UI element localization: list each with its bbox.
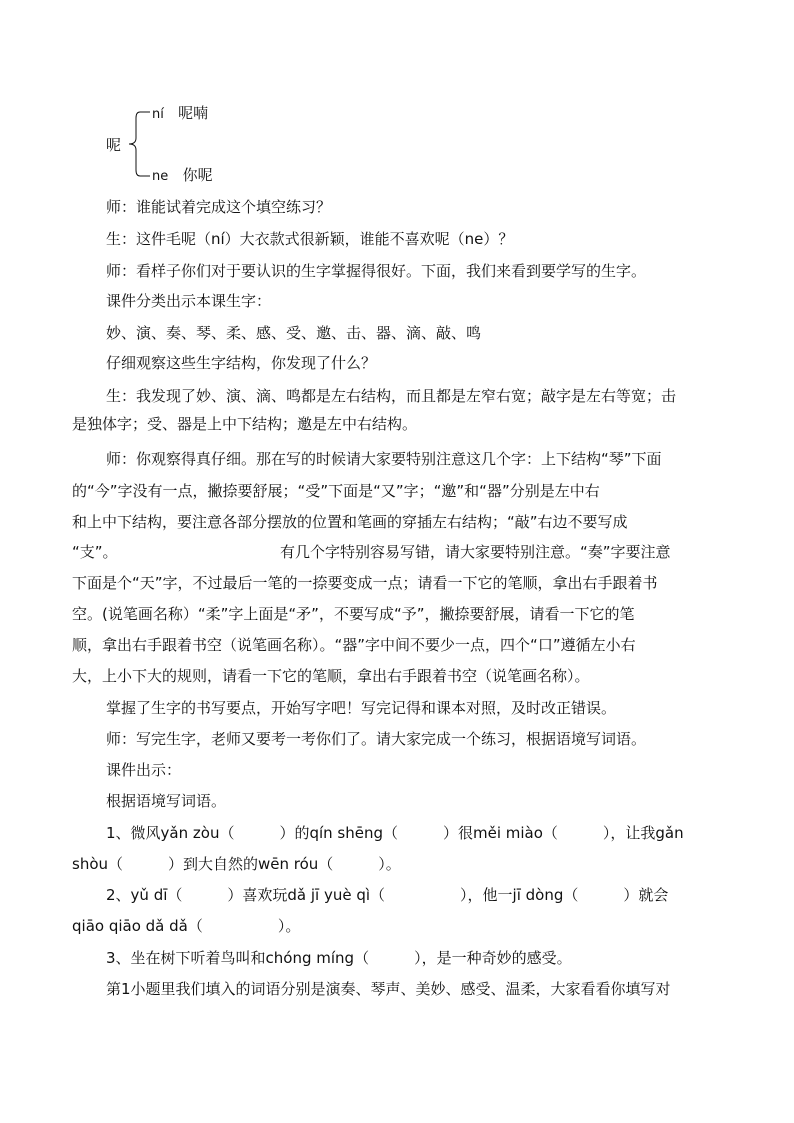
text-line: 师：你观察得真仔细。那在写的时候请大家要特别注意这几个字：上下结构“琴”下面 — [106, 450, 662, 468]
polyphone-char: 呢 — [106, 136, 122, 154]
reading-2 — [152, 164, 213, 188]
text-line: 有几个字特别容易写错，请大家要特别注意。“奏”字要注意 — [280, 543, 671, 561]
text-line: 大，上小下大的规则，请看一下它的笔顺，拿出右手跟着书空（说笔画名称）。 — [72, 667, 590, 685]
text-line: 和上中下结构，要注意各部分摆放的位置和笔画的穿插左右结构；“敲”右边不要写成 — [72, 513, 628, 531]
text-line: 生：我发现了妙、演、滴、鸣都是左右结构，而且都是左窄右宽；敲字是左右等宽；击 — [106, 387, 677, 405]
text-line: 空。(说笔画名称）“柔”字上面是“矛”，不要写成“予”，撇捺要舒展，请看一下它的笔 — [72, 605, 635, 623]
text-line: 顺，拿出右手跟着书空（说笔画名称）。“器”字中间不要少一点，四个“口”遵循左小右 — [72, 636, 636, 654]
text-line: 妙、演、奏、琴、柔、感、受、邀、击、器、滴、敲、鸣 — [106, 324, 482, 342]
exercise-line: qiāo qiāo dǎ dǎ（ ）。 — [72, 917, 301, 935]
text-line: 第1小题里我们填入的词语分别是演奏、琴声、美妙、感受、温柔，大家看看你填写对 — [106, 980, 671, 998]
exercise-line: shòu（ ）到大自然的wēn róu（ ）。 — [72, 855, 401, 873]
reading-1-word: 呢喃 — [178, 104, 209, 122]
text-line: 下面是个“天”字，不过最后一笔的一捺要变成一点；请看一下它的笔顺，拿出右手跟着书 — [72, 574, 658, 592]
reading-2-word: 你呢 — [182, 166, 213, 184]
bracket-icon — [126, 108, 152, 180]
text-line: 师：写完生字，老师又要考一考你们了。请大家完成一个练习，根据语境写词语。 — [106, 730, 647, 748]
text-line: 仔细观察这些生字结构，你发现了什么？ — [106, 354, 377, 372]
text-line: 课件出示： — [106, 761, 182, 779]
exercise-line: 2、yǔ dī（ ）喜欢玩dǎ jī yuè qì（ ），他一jī dòng（ ）就会 — [106, 886, 669, 904]
reading-1 — [152, 102, 208, 126]
reading-2-pinyin: ne — [152, 169, 169, 184]
text-line: 师：看样子你们对于要认识的生字掌握得很好。下面，我们来看到要学写的生字。 — [106, 262, 647, 280]
reading-1-pinyin: ní — [152, 107, 164, 122]
text-line: 生：这件毛呢（ní）大衣款式很新颖，谁能不喜欢呢（ne）？ — [106, 230, 514, 248]
text-line: 师：谁能试着完成这个填空练习？ — [106, 198, 332, 216]
text-line: 课件分类出示本课生字： — [106, 292, 272, 310]
exercise-line: 3、坐在树下听着鸟叫和chóng míng（ ），是一种奇妙的感受。 — [106, 949, 572, 967]
text-line: 根据语境写词语。 — [106, 792, 227, 810]
text-line: “支”。 — [72, 543, 118, 561]
text-line: 是独体字；受、器是上中下结构；邀是左中右结构。 — [72, 415, 418, 433]
text-line: 的“今”字没有一点，撇捺要舒展；“受”下面是“又”字；“邀”和“器”分别是左中右 — [72, 482, 600, 500]
text-line: 掌握了生字的书写要点，开始写字吧！写完记得和课本对照，及时改正错误。 — [106, 699, 617, 717]
exercise-line: 1、微风yǎn zòu（ ）的qín shēng（ ）很měi miào（ ），让我gǎn — [106, 824, 684, 842]
